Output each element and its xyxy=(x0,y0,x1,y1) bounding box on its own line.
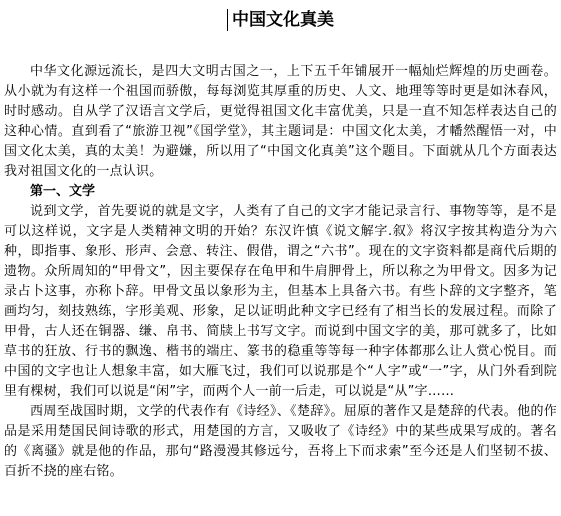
intro-paragraph: 中华文化源远流长，是四大文明古国之一，上下五千年铺展开一幅灿烂辉煌的历史画卷。从小就为有这样一个祖国而骄傲，每每浏览其厚重的历史、人文、地理等等时更是如沐春风，时时感动。自从学了汉语言文学后，更觉得祖国文化丰富优美，只是一直不知怎样表达自己的这种心情。直到看了“旅游卫视”《国学堂》，其主题词是：中国文化太美，才幡然醒悟一对，中国文化太美，真的太美！为避嫌，所以用了“中国文化真美”这个题目。下面就从几个方面表达我对祖国文化的一点认识。 xyxy=(4,64,557,179)
document xyxy=(4,0,557,482)
document-title[interactable]: 中国文化真美 xyxy=(227,9,334,31)
title-area xyxy=(4,0,557,36)
literature-paragraph-2: 西周至战国时期，文学的代表作有《诗经》、《楚辞》。屈原的著作又是楚辞的代表。他的作品是采用楚国民间诗歌的形式，用楚国的方言，又吸收了《诗经》中的某些成果写成的。著名的《离骚》就是他的作品，那句“路漫漫其修远兮，吾将上下而求索”至今还是人们坚韧不拔、百折不挠的座右铭。 xyxy=(4,404,557,479)
literature-paragraph-1: 说到文学，首先要说的就是文字，人类有了自己的文字才能记录言行、事物等等，是不是可以这样说，文字是人类精神文明的开始？东汉许慎《说文解字.叙》将汉字按其构造分为六种，即指事、象形、形声、会意、转注、假借，谓之“六书”。现在的文字资料都是商代后期的遗物。众所周知的“甲骨文”，因主要保存在龟甲和牛肩胛骨上，所以称之为甲骨文。因多为记录占卜这事，亦称卜辞。甲骨文虽以象形为主，但基本上具备六书。有些卜辞的文字整齐，笔画均匀，刻技熟练，字形美观、形象，足以证明此种文字已经有了相当长的发展过程。而除了甲骨，古人还在铜器、缣、帛书、简牍上书写文字。而说到中国文字的美，那可就多了，比如草书的狂放、行书的飘逸、楷书的端庄、篆书的稳重等等每一种字体都那么让人赏心悦目。而中国的文字也让人想象丰富，如大雁飞过，我们可以说那是个“人字”或“一”字，从门外看到院里有棵树，我们可以说是“闲”字，而两个人一前一后走，可以说是“从”字…… xyxy=(4,204,557,399)
section-heading-literature: 第一、文学 xyxy=(30,184,96,199)
